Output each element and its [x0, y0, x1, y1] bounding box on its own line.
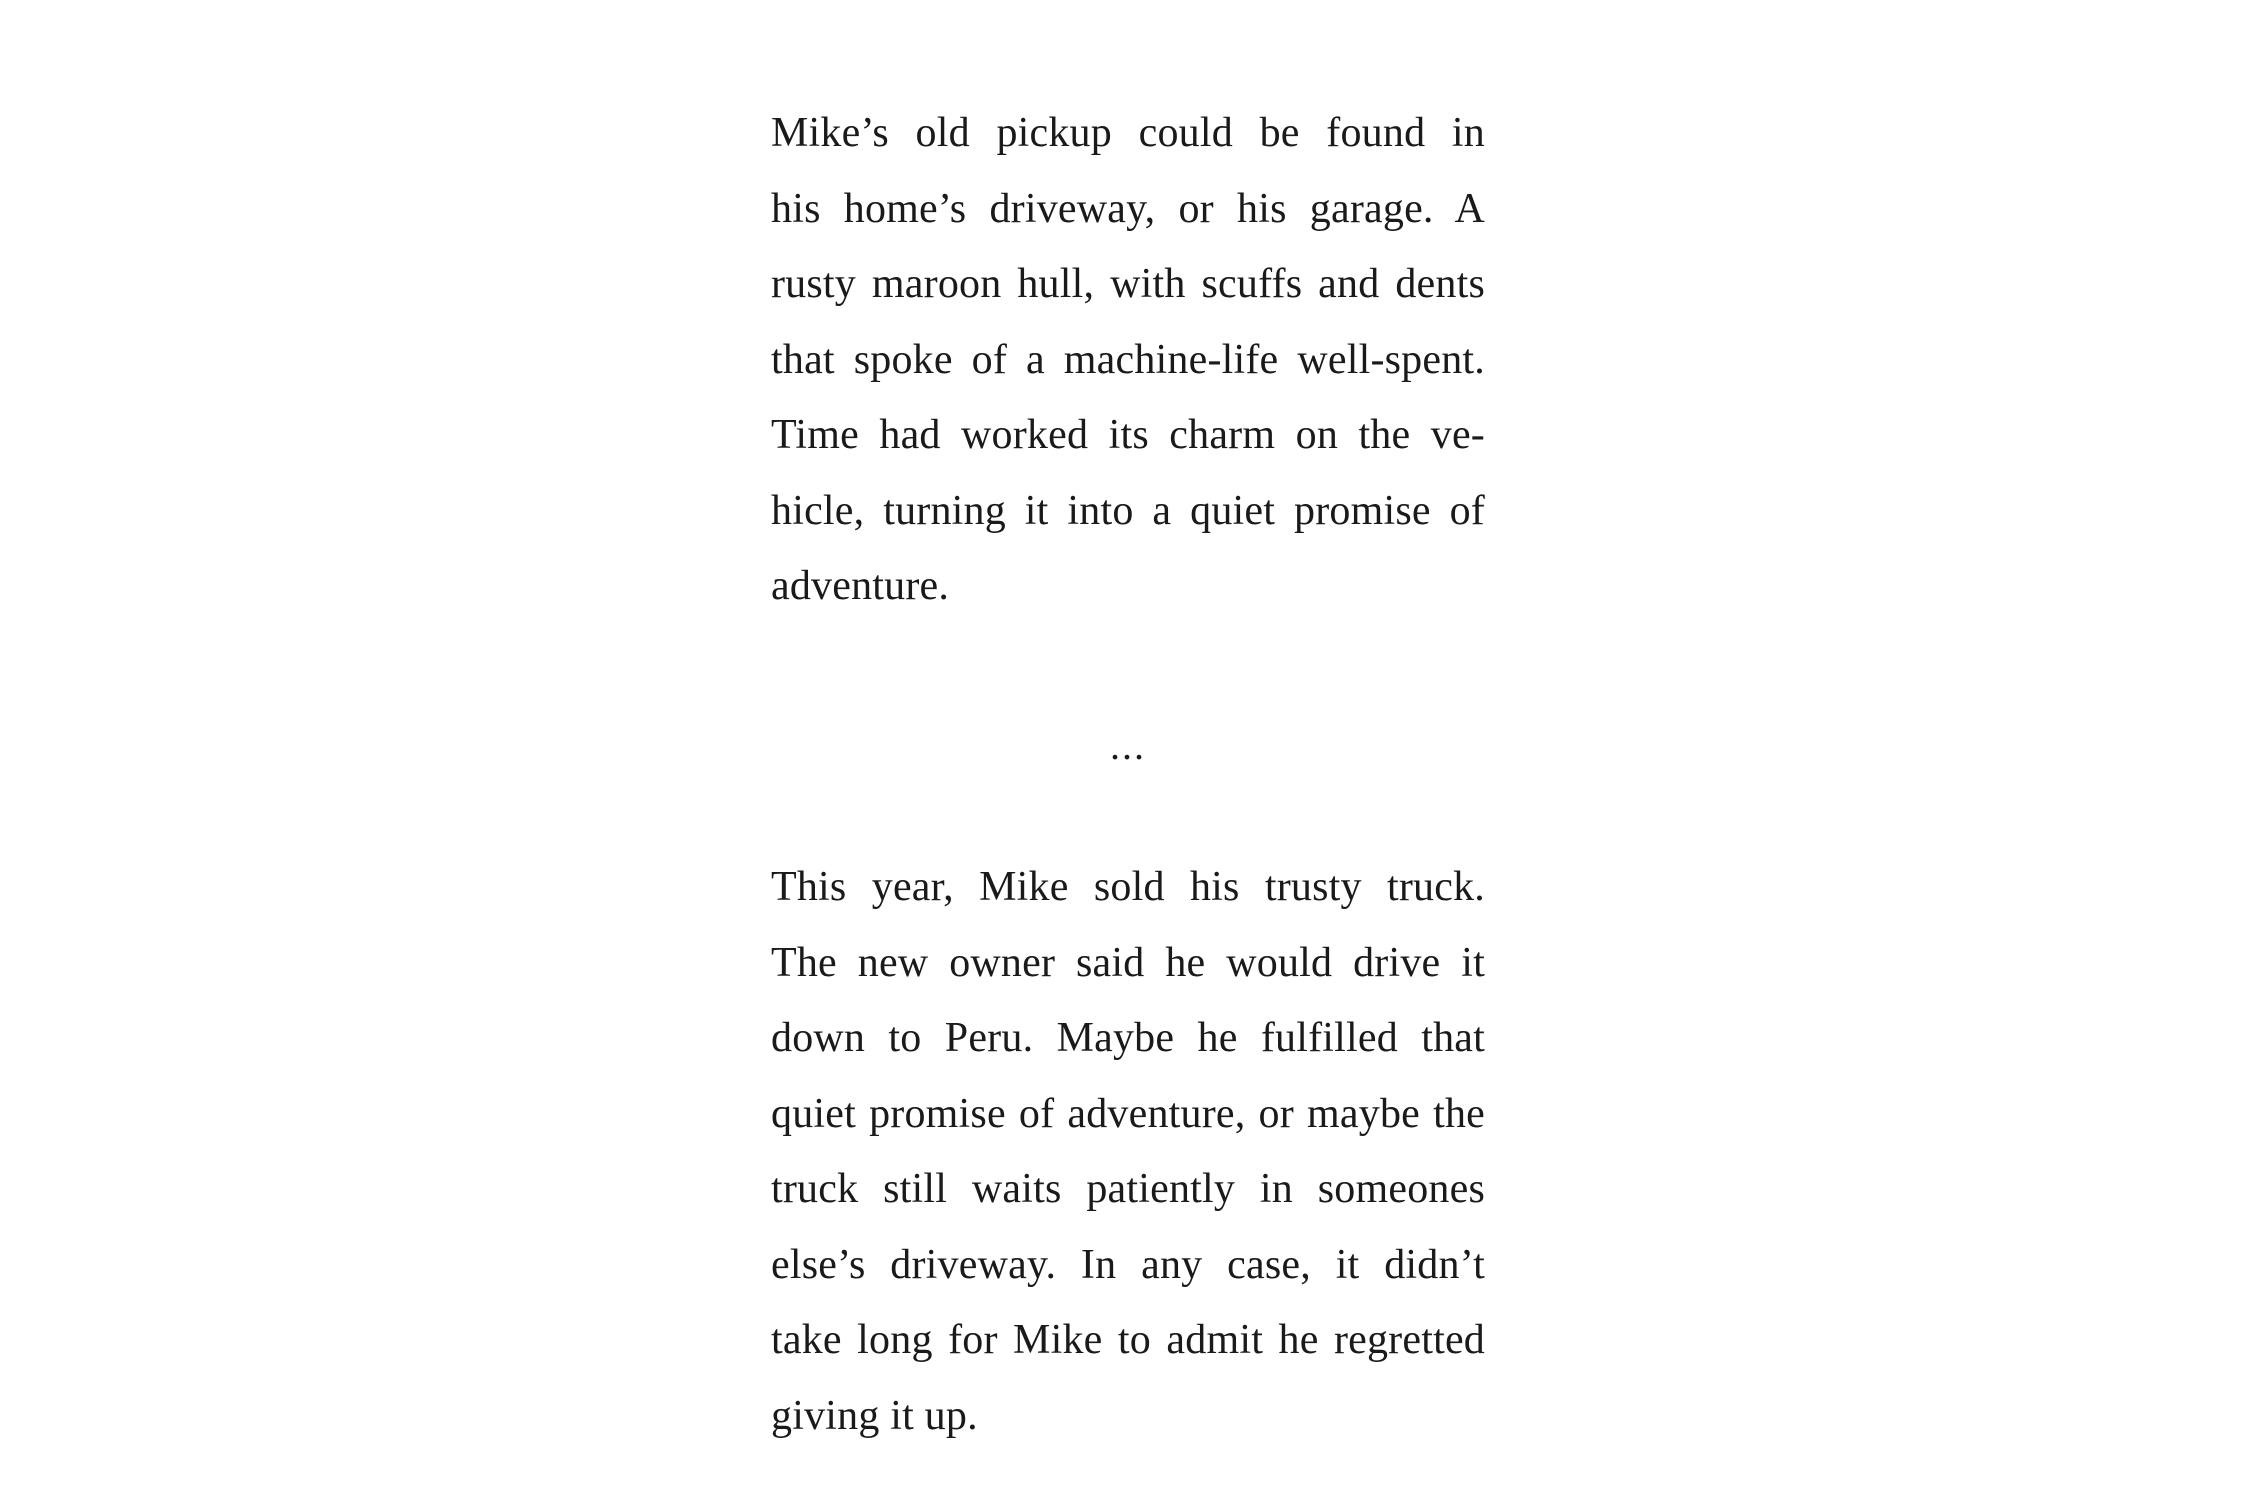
paragraph-1-line-4: that spoke of a machine-life well-spent. [771, 336, 1485, 383]
paragraph-2-line-1: This year, Mike sold his trusty truck. [771, 864, 1485, 910]
paragraph-2-line-8: giving it up. [771, 1392, 978, 1439]
section-separator: ... [1110, 723, 1146, 768]
paragraph-1-line-1: Mike’s old pickup could be found in [771, 110, 1485, 156]
paragraph-2-line-7: take long for Mike to admit he regretted [771, 1317, 1485, 1363]
paragraph-2-line-6: else’s driveway. In any case, it didn’t [771, 1241, 1485, 1288]
paragraph-1-text [771, 96, 1485, 625]
paragraph-1-line-3: rusty maroon hull, with scuffs and dents [771, 261, 1485, 307]
paragraph-2-line-3: down to Peru. Maybe he fulfilled that [771, 1015, 1485, 1061]
paragraph-1-line-6: hicle, turning it into a quiet promise of [771, 487, 1485, 534]
paragraph-2-line-4: quiet promise of adventure, or maybe the [771, 1090, 1485, 1137]
paragraph-1-line-2: his home’s driveway, or his garage. A [771, 185, 1485, 232]
paragraph-1-line-7: adventure. [771, 563, 950, 609]
paragraph-2-text [771, 850, 1485, 1454]
paragraph-2 [771, 850, 1485, 1454]
paragraph-2-line-2: The new owner said he would drive it [771, 939, 1485, 986]
paragraph-1 [771, 96, 1485, 625]
paragraph-2-line-5: truck still waits patiently in someones [771, 1166, 1485, 1212]
paragraph-1-line-5: Time had worked its charm on the ve- [771, 412, 1485, 458]
